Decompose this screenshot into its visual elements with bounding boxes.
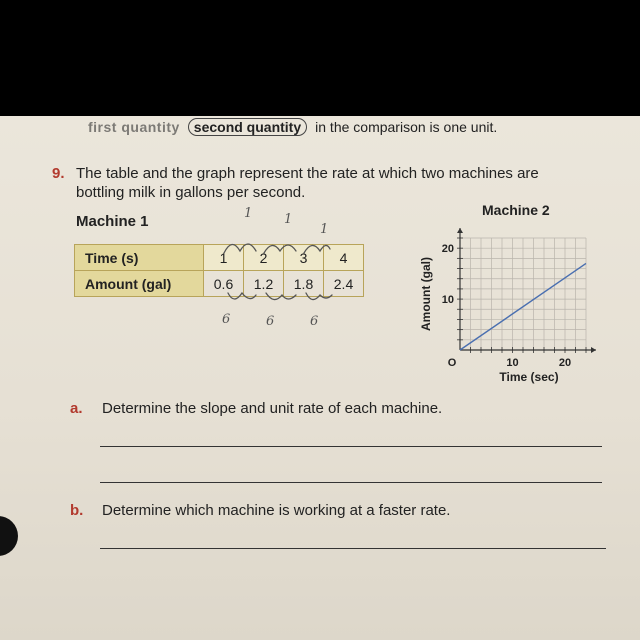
graph-grid (460, 238, 586, 350)
x-tick-label: O (447, 357, 457, 369)
amount-header: Amount (gal) (75, 271, 204, 297)
time-cell: 3 (284, 245, 324, 271)
arch-mark (224, 244, 256, 253)
time-cell: 2 (244, 245, 284, 271)
y-axis-label: Amount (gal) (419, 257, 433, 331)
second-quantity-pill: second quantity (188, 118, 307, 136)
check-mark (228, 293, 256, 299)
part-b-text: Determine which machine is working at a faster rate. (102, 502, 451, 519)
machine-2-title: Machine 2 (482, 202, 550, 218)
arch-mark (304, 245, 330, 253)
machine-1-title: Machine 1 (76, 213, 149, 230)
handwritten-six: 6 (222, 312, 231, 327)
answer-line-a2[interactable] (100, 482, 602, 483)
check-mark (306, 293, 332, 300)
amount-cell: 0.6 (204, 271, 244, 297)
worksheet-page (0, 116, 640, 640)
handwritten-six: 6 (266, 314, 275, 329)
amount-cell: 2.4 (324, 271, 364, 297)
graph-ticks (442, 238, 586, 369)
arch-mark (264, 245, 296, 253)
handwritten-one: 1 (244, 206, 253, 221)
previous-question-tail (88, 116, 497, 138)
time-cell: 4 (324, 245, 364, 271)
x-tick-label: 20 (558, 357, 572, 369)
amount-cell: 1.8 (284, 271, 324, 297)
y-tick-label: 20 (441, 243, 454, 256)
dark-object (0, 516, 18, 556)
x-axis-label: Time (sec) (499, 370, 559, 384)
check-mark (266, 293, 296, 300)
question-9 (52, 164, 572, 202)
y-axis-arrow (457, 228, 463, 233)
handwritten-one: 1 (284, 212, 293, 227)
comparison-text: in the comparison is one unit. (315, 119, 498, 135)
time-cell: 1 (204, 245, 244, 271)
answer-line-a1[interactable] (100, 446, 602, 447)
handwritten-one: 1 (320, 222, 329, 237)
question-number: 9. (52, 165, 65, 182)
answer-line-b1[interactable] (100, 548, 606, 549)
part-a-text: Determine the slope and unit rate of each machine. (102, 400, 443, 417)
y-tick-label: 10 (441, 294, 454, 307)
part-a-letter: a. (70, 400, 83, 417)
x-axis-arrow (591, 347, 596, 353)
handwritten-six: 6 (310, 314, 319, 329)
handwritten-annotations (180, 201, 360, 331)
part-a (70, 400, 442, 417)
x-tick-label: 10 (506, 357, 519, 369)
part-b (70, 502, 450, 519)
question-text: The table and the graph represent the rate at which two machines are bottling milk in gallons per second. (76, 165, 539, 201)
part-b-letter: b. (70, 502, 84, 519)
time-header: Time (s) (75, 245, 204, 271)
amount-cell: 1.2 (244, 271, 284, 297)
first-quantity-text: first quantity (88, 119, 180, 135)
machine-2-graph (418, 220, 608, 390)
